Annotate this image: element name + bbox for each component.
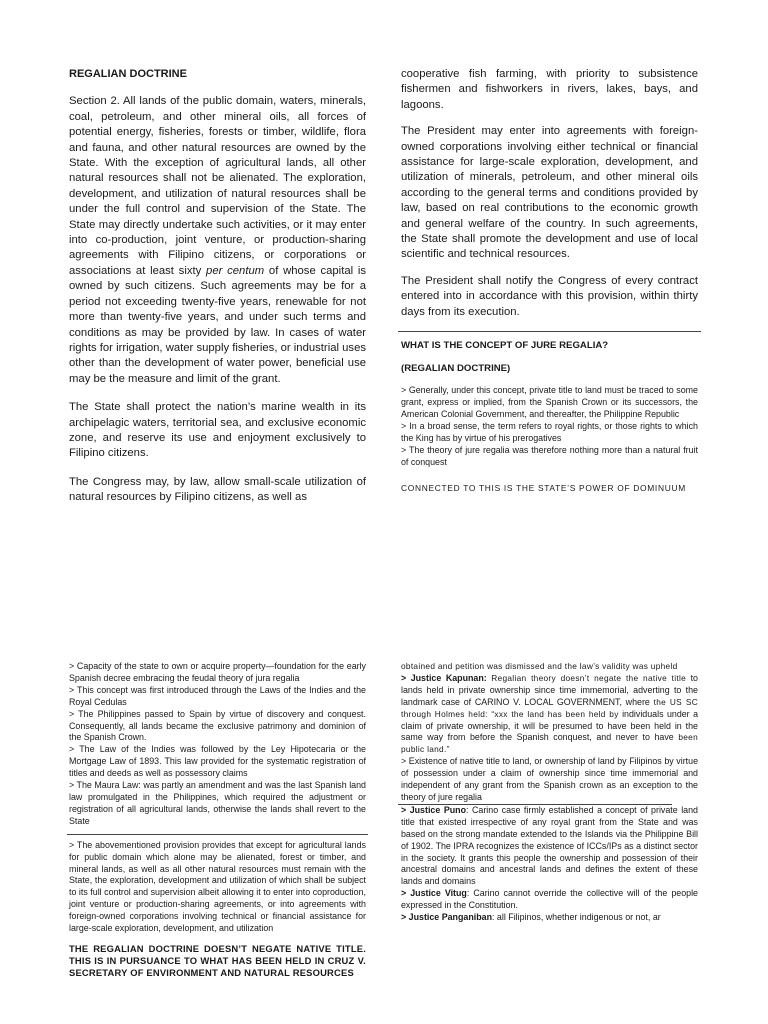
dominuum-heading: CONNECTED TO THIS IS THE STATE’S POWER OF DOMINUUM bbox=[401, 483, 686, 494]
congress-paragraph: The Congress may, by law, allow small-scale utilization of natural resources by Filipino citizens, as well as bbox=[69, 475, 366, 504]
divider bbox=[67, 834, 368, 835]
native-title-heading: THE REGALIAN DOCTRINE DOESN’T NEGATE NATIVE TITLE. THIS IS IN PURSUANCE TO WHAT HAS BEEN HELD IN CRUZ V. SECRETARY OF ENVIRONMENT AND NATURAL RESOURCES bbox=[69, 942, 366, 978]
kapunan-text-c: the US SC through Holmes held: “xxx the land has been held by bbox=[401, 696, 699, 719]
provision-note: > The abovementioned provision provides that except for agricultural lands for public domain which alone may be alienated, forest or timber, and mineral lands, as well as all other natural resources must remain with the State, the exploration, development and utilization of which shall be subject to its full control and supervision albeit allowing it to enter into coproduction, joint venture or production-sharing agreements, or into agreements with foreign-owned corporations involving technical or financial assistance for large-scale exploration, development, and utilization bbox=[69, 839, 366, 934]
note-item: > The Law of the Indies was followed by the Ley Hipotecaria or the Mortgage Law of 1893. This law provided for the systematic registration of titles and deeds as well as possessory claims bbox=[69, 744, 366, 779]
native-title-existence: > Existence of native title to land, or ownership of land by Filipinos by virtue of possession under a claim of ownership since time immemorial and independent of any grant from the Spanish crown as an exception to the theory of jure regalia bbox=[401, 756, 698, 802]
kapunan-opinion bbox=[401, 673, 698, 756]
fish-farming-paragraph: cooperative fish farming, with priority to subsistence fishermen and fishworkers in rivers, lakes, bays, and lagoons. bbox=[401, 68, 698, 111]
note-item: > This concept was first introduced through the Laws of the Indies and the Royal Cedulas bbox=[69, 684, 366, 707]
justice-name: > Justice Vitug bbox=[401, 888, 467, 899]
kapunan-text-b: to lands held in private ownership since time immemorial, adverting to the landmark case of CARINO V. LOCAL GOVERNMENT, where bbox=[401, 672, 698, 707]
bottom-right-column bbox=[401, 661, 698, 924]
top-right-column bbox=[401, 67, 698, 497]
kapunan-text-d: individuals under a claim of private ownership, it will be presumed to have been held in the same way from before the Spanish conquest, and never to have bbox=[401, 708, 699, 743]
note-item: > The Philippines passed to Spain by virtue of discovery and conquest. Consequently, all lands became the exclusive patrimony and dominion of the Spanish Crown. bbox=[69, 708, 366, 743]
puno-opinion bbox=[401, 805, 698, 888]
jure-regalia-question: WHAT IS THE CONCEPT OF JURE REGALIA? bbox=[401, 340, 609, 352]
president-notify-paragraph: The President shall notify the Congress of every contract entered into in accordance with this provision, within thirty days from its execution. bbox=[401, 274, 698, 318]
section-2-text-a: Section 2. All lands of the public domain, waters, minerals, coal, petroleum, and other mineral oils, all forces of potential energy, fisheries, forests or timber, wildlife, flora and fauna, and other natural resources are owned by the State. With the exception of agricultural lands, all other natural resources shall not be alienated. The exploration, development, and utilization of natural resources shall be under the full control and supervision of the State. The State may directly undertake such activities, or it may enter into co-production, joint venture, or production-sharing agreements with Filipino citizens, or corporations or associations at least sixty bbox=[69, 95, 366, 277]
justice-name: > Justice Puno bbox=[401, 804, 466, 815]
note-item: > The Maura Law: was partly an amendment and was the last Spanish land law promulgated in the Philippines, which required the adjustment or registration of all agricultural lands, otherwise the lands shall revert to the State bbox=[69, 780, 366, 826]
note-item: > Capacity of the state to own or acquire property—foundation for the early Spanish decree embracing the feudal theory of jura regalia bbox=[69, 661, 366, 683]
divider bbox=[398, 331, 701, 332]
bottom-left-column bbox=[69, 661, 366, 979]
panganiban-text: : all Filipinos, whether indigenous or not, ar bbox=[492, 912, 661, 923]
per-centum-italic: per centum bbox=[206, 264, 265, 277]
section-2-text-b: of whose capital is owned by such citizens. Such agreements may be for a period not exceeding twenty-five years, renewable for not more than twenty-five years, and under such terms and conditions as may be provided by law. In cases of water rights for irrigation, water supply fisheries, or industrial uses other than the development of water power, beneficial use may be the measure and limit of the grant. bbox=[69, 264, 367, 385]
panganiban-opinion bbox=[401, 912, 698, 924]
note-item: > In a broad sense, the term refers to royal rights, or those rights to which the King has by virtue of his prerogatives bbox=[401, 420, 698, 443]
puno-text: : Carino case firmly established a concept of private land title that existed irrespective of any royal grant from the State and was based on the strong mandate extended to the Islands via the Philippine Bill of 1902. The IPRA recognizes the existence of ICCs/IPs as a distinct sector in the society. It grants this people the ownership and possession of their ancestral domains and ancestral lands and defines the extent of these lands and domains bbox=[401, 804, 698, 887]
president-agreements-paragraph: The President may enter into agreements with foreign-owned corporations involving either technical or financial assistance for large-scale exploration, development, and utilization of minerals, petroleum, and other mineral oils according to the general terms and conditions provided by law, based on real contributions to the economic growth and general welfare of the country. In such agreements, the State shall promote the development and use of local scientific and technical resources. bbox=[401, 125, 698, 261]
justice-name: > Justice Panganiban bbox=[401, 912, 492, 923]
kapunan-text-e: been public land.” bbox=[401, 732, 699, 755]
top-left-column bbox=[69, 67, 366, 519]
vitug-text: : Carino cannot override the collective will of the people expressed in the Constitution. bbox=[401, 888, 698, 911]
jure-regalia-notes bbox=[401, 385, 698, 468]
marine-wealth-paragraph: The State shall protect the nation’s marine wealth in its archipelagic waters, territorial sea, and exclusive economic zone, and reserve its use and enjoyment exclusively to Filipino citizens. bbox=[69, 401, 366, 460]
case-intro-text: obtained and petition was dismissed and the law’s validity was upheld bbox=[401, 661, 678, 671]
vitug-opinion bbox=[401, 888, 698, 912]
justice-name: > Justice Kapunan: bbox=[401, 672, 487, 683]
regalian-doctrine-subheading: (REGALIAN DOCTRINE) bbox=[401, 363, 511, 375]
dominuum-notes bbox=[69, 661, 366, 828]
kapunan-text-a: Regalian theory doesn’t negate the native title bbox=[491, 672, 687, 683]
note-item: > The theory of jure regalia was therefore nothing more than a natural fruit of conquest bbox=[401, 444, 698, 467]
section-title: REGALIAN DOCTRINE bbox=[69, 68, 187, 80]
section-2-paragraph bbox=[69, 94, 366, 387]
note-item: > Generally, under this concept, private title to land must be traced to some grant, express or implied, from the Spanish Crown or its successors, the American Colonial Government, and thereafter, the Philippine Republic bbox=[401, 385, 698, 419]
